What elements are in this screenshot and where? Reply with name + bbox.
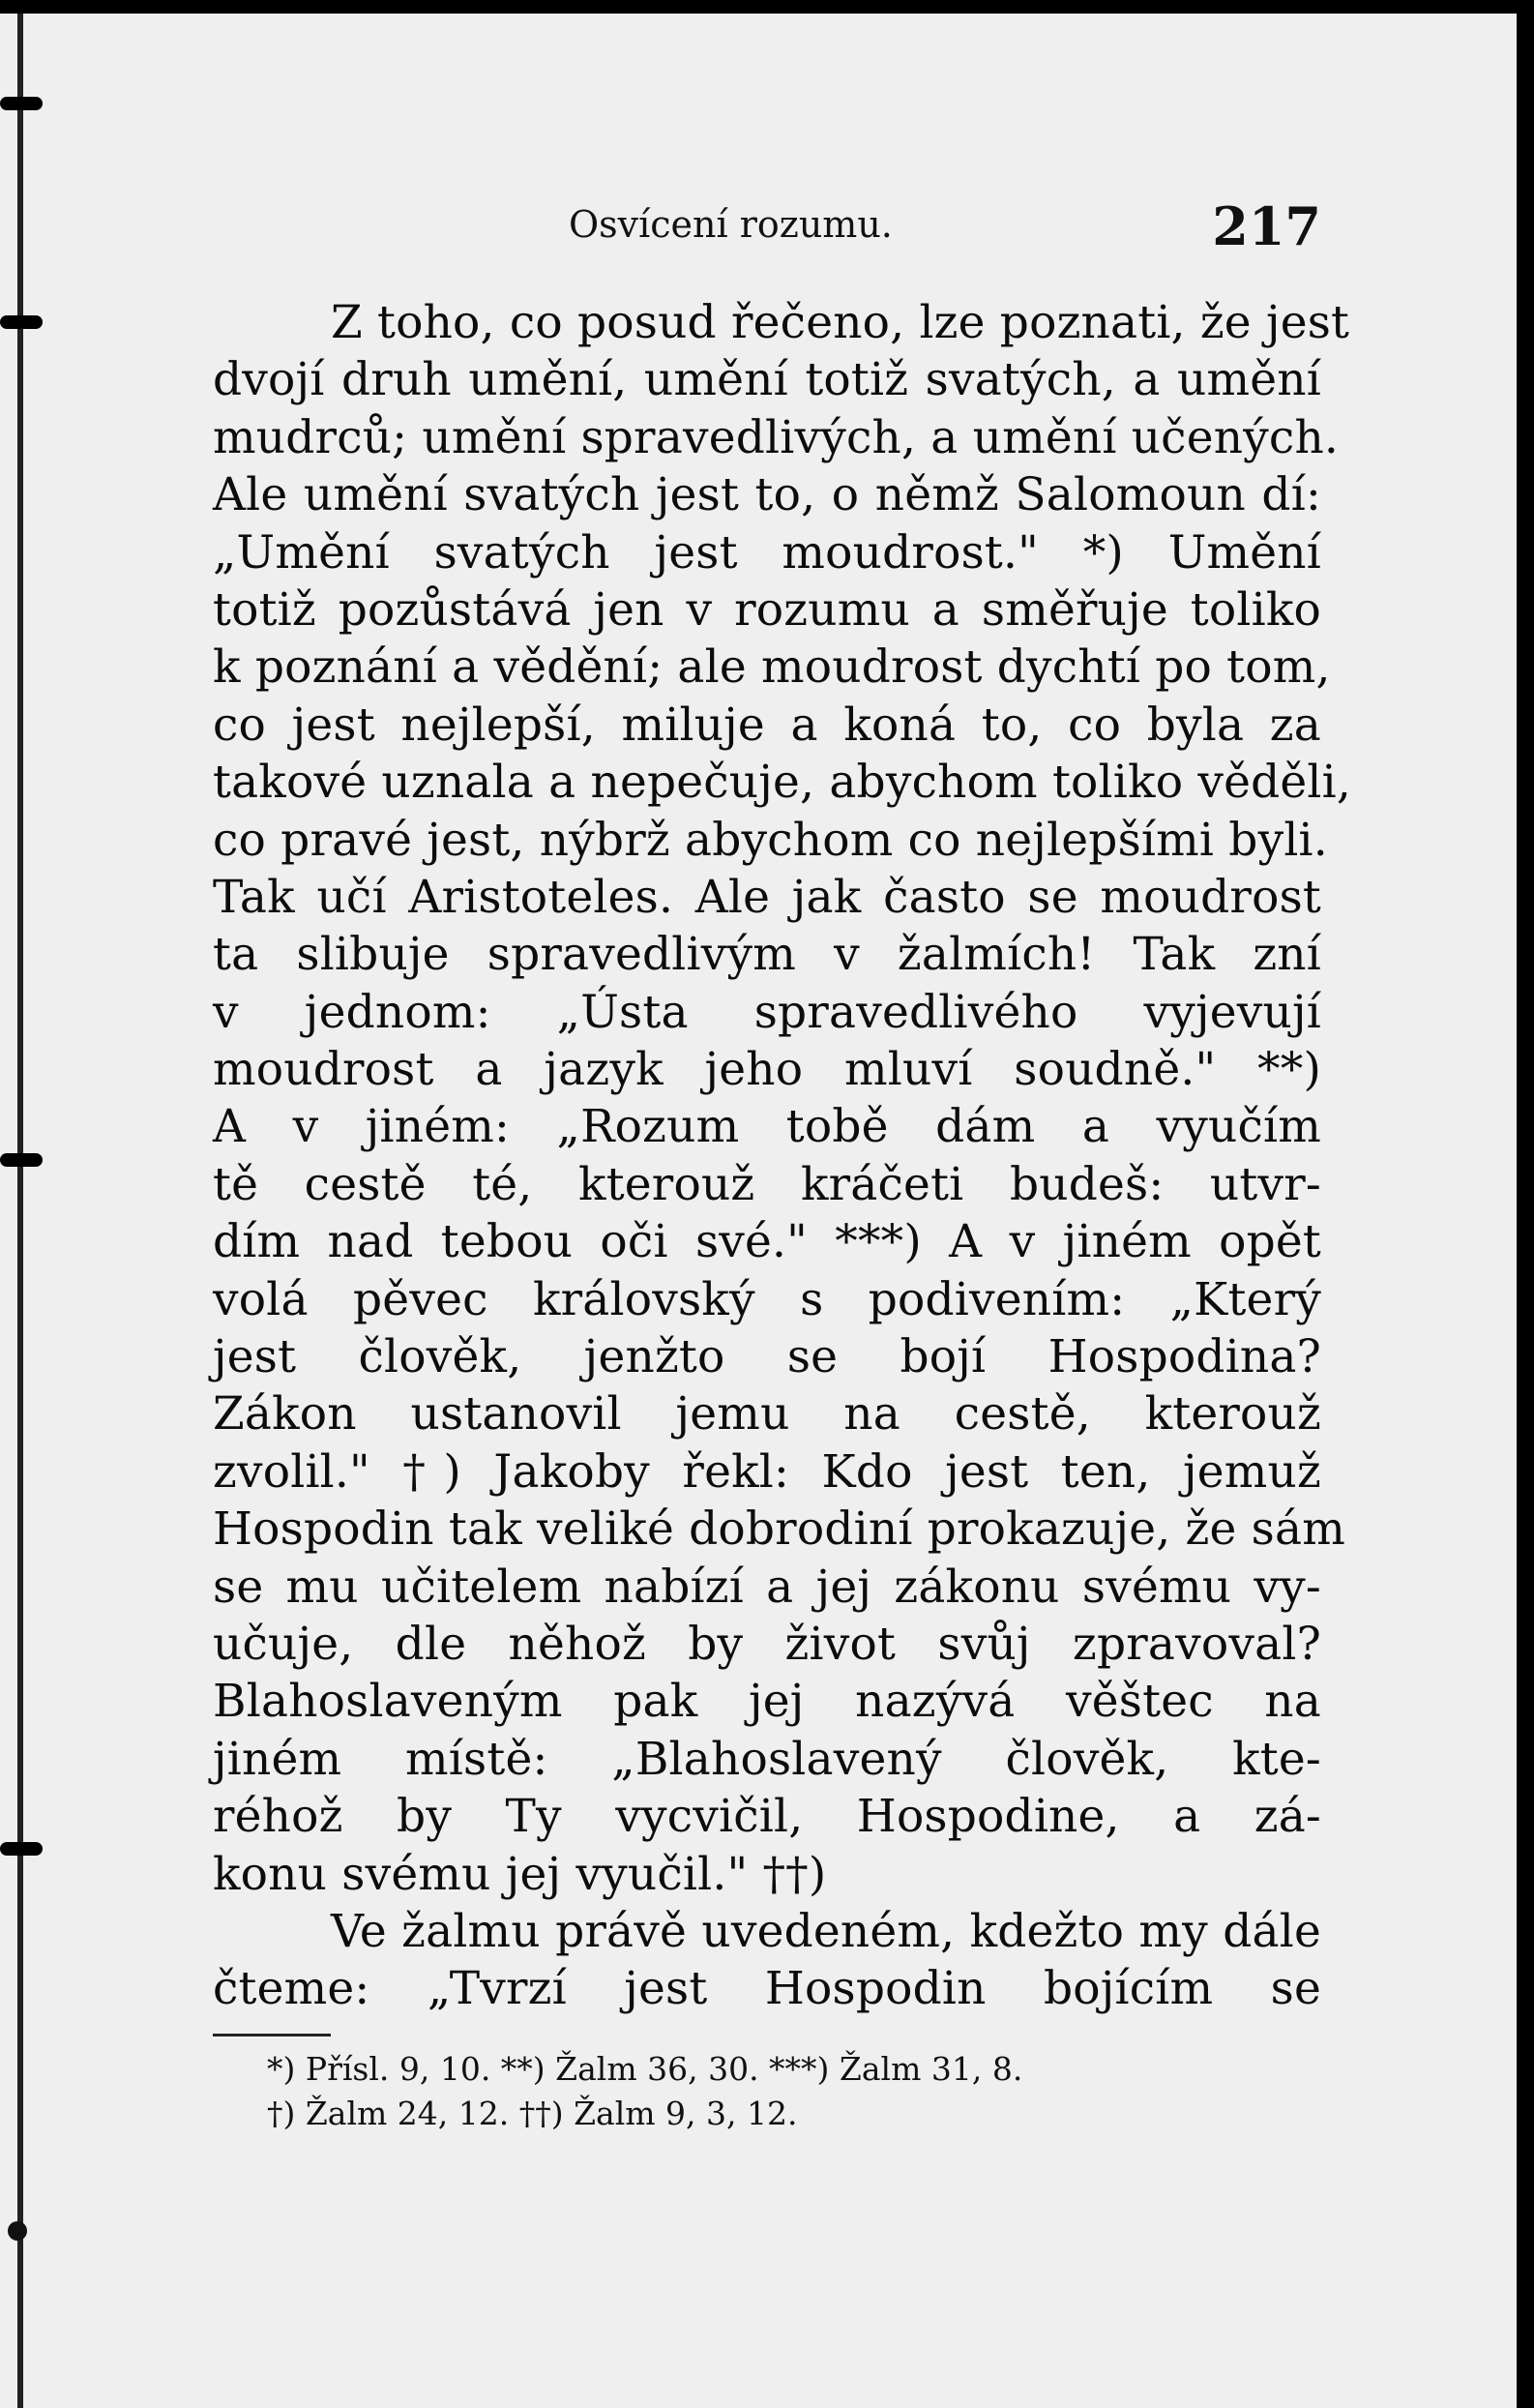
text-line: Ale umění svatých jest to, o němž Salomoun dí: bbox=[213, 468, 1321, 522]
text-line: moudrost a jazyk jeho mluví soudně." **) bbox=[213, 1043, 1321, 1097]
text-line: takové uznala a nepečuje, abychom toliko věděli, bbox=[213, 756, 1352, 810]
text-line: tě cestě té, kterouž kráčeti budeš: utvr- bbox=[213, 1157, 1321, 1211]
page-header bbox=[213, 195, 1321, 263]
text-line: dvojí druh umění, umění totiž svatých, a umění bbox=[213, 353, 1321, 407]
text-line: mudrců; umění spravedlivých, a umění učených. bbox=[213, 410, 1340, 464]
text-line: „Umění svatých jest moudrost." *) Umění bbox=[213, 525, 1321, 580]
text-line: v jednom: „Ústa spravedlivého vyjevují bbox=[213, 985, 1321, 1039]
margin-mark bbox=[0, 315, 43, 329]
text-line: k poznání a vědění; ale moudrost dychtí po tom, bbox=[213, 640, 1331, 695]
body-text bbox=[213, 294, 1352, 2018]
text-line: Blahoslaveným pak jej nazývá věštec na bbox=[213, 1675, 1321, 1729]
footnote-line: *) Přísl. 9, 10. **) Žalm 36, 30. ***) Žalm 31, 8. bbox=[267, 2050, 1023, 2088]
text-line: Hospodin tak veliké dobrodiní prokazuje, že sám bbox=[213, 1502, 1345, 1557]
page-number: 217 bbox=[1212, 195, 1321, 257]
text-line: konu svému jej vyučil." ††) bbox=[213, 1847, 827, 1901]
text-line: volá pěvec královský s podivením: „Který bbox=[213, 1272, 1321, 1326]
text-line: A v jiném: „Rozum tobě dám a vyučím bbox=[213, 1100, 1321, 1154]
text-line: co pravé jest, nýbrž abychom co nejlepšími byli. bbox=[213, 813, 1328, 867]
text-line: Tak učí Aristoteles. Ale jak často se moudrost bbox=[213, 870, 1321, 924]
text-line: učuje, dle něhož by život svůj zpravoval? bbox=[213, 1617, 1321, 1671]
text-line: se mu učitelem nabízí a jej zákonu svému vy- bbox=[213, 1560, 1321, 1614]
text-line: ta slibuje spravedlivým v žalmích! Tak zní bbox=[213, 928, 1321, 982]
text-line: dím nad tebou oči své." ***) A v jiném opět bbox=[213, 1215, 1321, 1269]
margin-mark bbox=[0, 1842, 43, 1856]
margin-mark bbox=[0, 1153, 43, 1167]
footnotes bbox=[267, 2047, 1234, 2136]
margin-mark bbox=[8, 2221, 27, 2241]
text-line: totiž pozůstává jen v rozumu a směřuje toliko bbox=[213, 582, 1321, 637]
text-line: Ve žalmu právě uvedeném, kdežto my dále bbox=[331, 1904, 1321, 1958]
footnote-line: †) Žalm 24, 12. ††) Žalm 9, 3, 12. bbox=[267, 2095, 798, 2132]
footnote-rule bbox=[213, 2034, 331, 2036]
text-line: jiném místě: „Blahoslavený člověk, kte- bbox=[213, 1732, 1321, 1786]
text-line: čteme: „Tvrzí jest Hospodin bojícím se bbox=[213, 1962, 1321, 2016]
text-line: Zákon ustanovil jemu na cestě, kterouž bbox=[213, 1387, 1321, 1442]
text-line: zvolil." †) Jakoby řekl: Kdo jest ten, jemuž bbox=[213, 1444, 1321, 1499]
text-line: Z toho, co posud řečeno, lze poznati, že jest bbox=[331, 296, 1350, 349]
running-title: Osvícení rozumu. bbox=[569, 203, 893, 246]
text-line: réhož by Ty vycvičil, Hospodine, a zá- bbox=[213, 1790, 1321, 1844]
margin-mark bbox=[0, 97, 43, 110]
page-left-edge bbox=[17, 14, 23, 2408]
book-page bbox=[0, 14, 1517, 2408]
text-line: jest člověk, jenžto se bojí Hospodina? bbox=[213, 1330, 1321, 1384]
text-line: co jest nejlepší, miluje a koná to, co byla za bbox=[213, 698, 1321, 752]
